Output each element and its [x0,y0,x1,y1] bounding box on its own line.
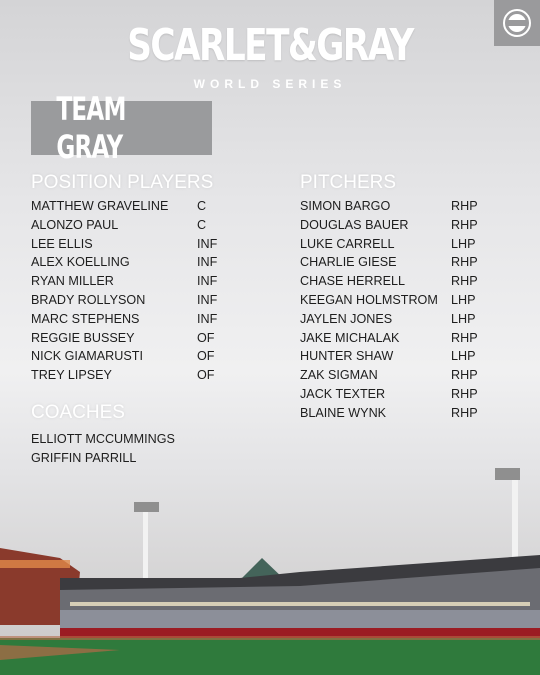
player-position: C [197,199,207,213]
ohio-state-logo-icon [494,0,540,46]
player-name: RYAN MILLER [31,274,114,289]
roster-row [31,310,218,328]
player-position: LHP [451,293,476,307]
player-name: DOUGLAS BAUER [300,217,409,232]
roster-row [300,329,478,347]
player-name: CHARLIE GIESE [300,255,397,270]
player-name: MATTHEW GRAVELINE [31,199,169,213]
player-name: KEEGAN HOLMSTROM [300,293,438,307]
player-position: OF [197,349,215,364]
roster-row [300,385,478,403]
player-name: BRADY ROLLYSON [31,293,146,307]
player-name: MARC STEPHENS [31,311,140,326]
player-position: LHP [451,311,476,326]
player-position: RHP [451,274,478,289]
roster-row [31,366,215,384]
roster-row [31,216,207,234]
roster-row [31,197,207,215]
roster-row [31,253,218,271]
player-position: OF [197,330,215,345]
coach-name: GRIFFIN PARRILL [31,450,137,465]
player-position: RHP [451,330,478,345]
roster-row [31,329,215,347]
roster-row [31,272,218,290]
player-position: RHP [451,199,478,213]
player-position: LHP [451,236,476,251]
player-position: LHP [451,349,476,364]
player-position: RHP [451,368,478,383]
player-name: CHASE HERRELL [300,274,405,289]
player-position: RHP [451,387,478,401]
roster-row [300,216,478,234]
coach-name: ELLIOTT MCCUMMINGS [31,432,175,446]
player-position: C [197,217,207,232]
player-position: INF [197,236,218,251]
roster-row [300,235,476,253]
player-position: RHP [451,405,478,420]
stadium-background [0,460,540,675]
event-title: SCARLET&GRAY [127,20,413,71]
team-name-banner [31,90,212,166]
player-position: RHP [451,255,478,270]
player-name: ALONZO PAUL [31,217,119,232]
player-position: INF [197,311,218,326]
player-name: ALEX KOELLING [31,255,130,270]
player-position: INF [197,293,218,307]
player-position: RHP [451,217,478,232]
player-position: OF [197,368,215,383]
roster-row [31,347,215,365]
roster-row [300,272,478,290]
pitchers-heading: PITCHERS [300,172,397,193]
player-name: SIMON BARGO [300,199,391,213]
roster-row [31,235,218,253]
player-name: REGGIE BUSSEY [31,330,135,345]
player-name: NICK GIAMARUSTI [31,349,143,364]
roster-row [300,310,476,328]
position-players-heading: POSITION PLAYERS [31,172,214,193]
player-name: HUNTER SHAW [300,349,394,364]
player-name: JAYLEN JONES [300,311,393,326]
team-name: TEAM GRAY [56,90,126,166]
player-name: JAKE MICHALAK [300,330,400,345]
roster-row [31,291,218,309]
roster-row [300,404,478,422]
player-name: ZAK SIGMAN [300,368,378,383]
roster-row [300,197,478,215]
roster-row [300,366,478,384]
player-name: LUKE CARRELL [300,236,395,251]
roster-row [300,253,478,271]
roster-row [300,347,476,365]
player-name: JACK TEXTER [300,387,386,401]
player-position: INF [197,274,218,289]
event-subtitle: WORLD SERIES [193,77,347,91]
coaches-heading: COACHES [31,402,125,423]
player-position: INF [197,255,218,270]
roster-row [300,291,476,309]
player-name: LEE ELLIS [31,236,93,251]
player-name: BLAINE WYNK [300,405,387,420]
player-name: TREY LIPSEY [31,368,112,383]
